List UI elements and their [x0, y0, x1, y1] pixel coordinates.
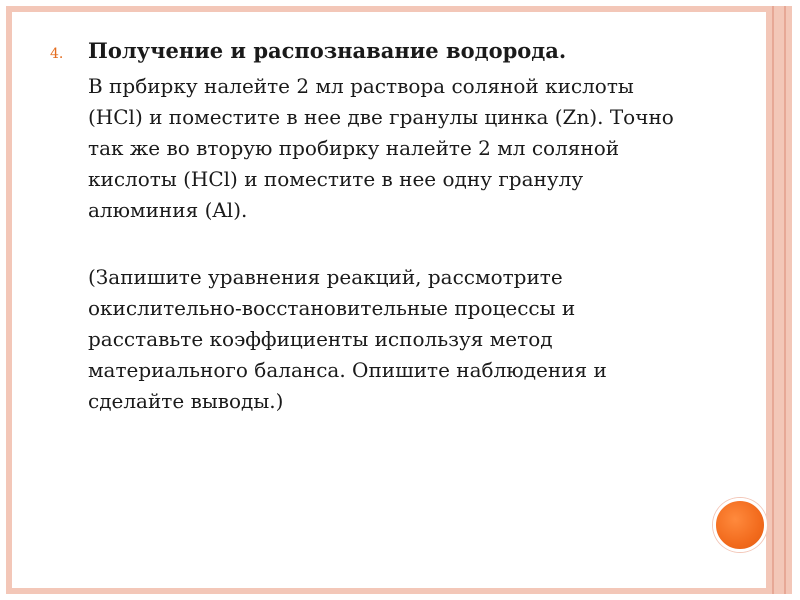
slide-content [50, 38, 690, 417]
decorative-side-band [766, 6, 792, 594]
decorative-circle-icon [713, 498, 767, 552]
item-number: 4. [50, 46, 64, 62]
instruction-paragraph: В прбирку налейте 2 мл раствора соляной кислоты (HCl) и поместите в нее две гранулы цинка (Zn). Точно так же во вторую пробирку налейте 2 мл соляной кислоты (HCl) и поместите в нее одну гранулу алюминия (Al). [88, 74, 674, 222]
list-item-heading [50, 38, 690, 63]
task-paragraph: (Запишите уравнения реакций, рассмотрите окислительно-восстановительные процессы и расставьте коэффициенты используя метод материального баланса. Опишите наблюдения и сделайте выводы.) [88, 265, 607, 413]
slide-heading: Получение и распознавание водорода. [88, 38, 567, 63]
